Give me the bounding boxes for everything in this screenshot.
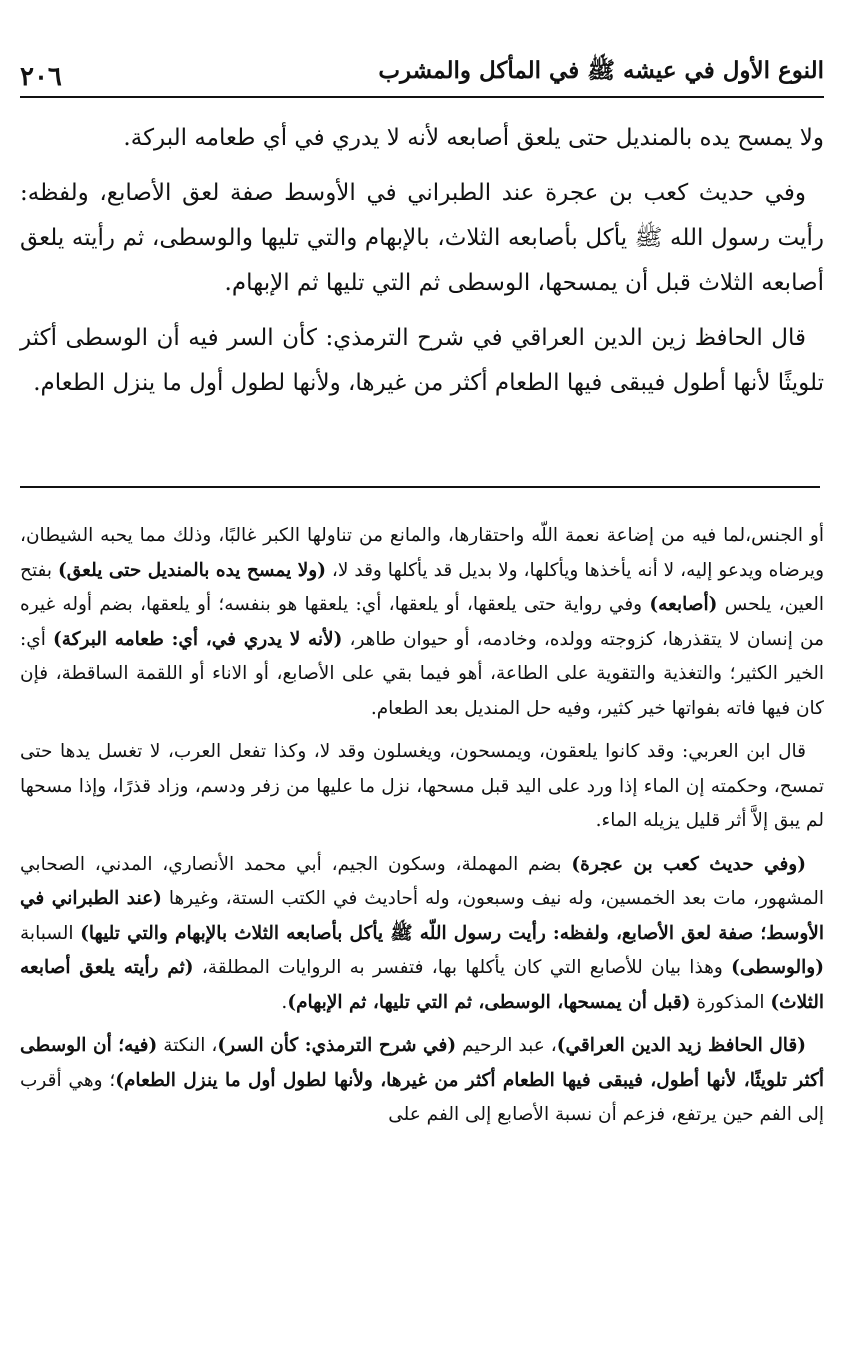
commentary-text-run: أي: الخير الكثير؛ والتغذية والتقوية على الطاعة، أهو فيما بقي على الأصابع، أو الاناء أو اللقمة الساقطة، فإن كان فيها فاته بفواتها خير كثير، وفيه حل المنديل بعد الطعام. — [20, 628, 824, 719]
quoted-phrase: (والوسطى) — [731, 957, 824, 978]
commentary-text-run: بفتح العين، يلحس — [20, 559, 824, 615]
commentary-text-run: المذكورة — [690, 991, 771, 1013]
commentary-paragraph — [20, 848, 824, 1021]
commentary-text-run: بضم المهملة، وسكون الجيم، أبي محمد الأنصاري، المدني، الصحابي المشهور، مات بعد الخمسين، وله نيف وسبعون، وله أحاديث في الكتب الستة، وغيرها — [20, 853, 824, 909]
main-paragraph: قال الحافظ زين الدين العراقي في شرح الترمذي: كأن السر فيه أن الوسطى أكثر تلويثًا لأنها أطول فيبقى فيها الطعام أكثر من غيرها، ولأنها لطول أول ما ينزل الطعام. — [20, 325, 824, 396]
quoted-phrase: (ولا يمسح يده بالمنديل حتى يلعق) — [57, 559, 326, 581]
commentary-text-run: ، عبد الرحيم — [456, 1035, 557, 1056]
quoted-phrase: (لأنه لا يدري في، أي: طعامه البركة) — [53, 628, 343, 650]
commentary-paragraph: قال ابن العربي: وقد كانوا يلعقون، ويمسحون، ويغسلون وقد لا، وكذا تفعل العرب، لا تغسل يدها حتى تمسح، وحكمته إن الماء إذا ورد على اليد قبل مسحها، نزل ما عليها من زفر ودسم، وزاد قذرًا، وإذا مسحها لم يبق إلاَّ أثر قليل يزيله الماء. — [20, 741, 824, 831]
quoted-phrase: (وفي حديث كعب بن عجرة) — [571, 853, 806, 875]
section-divider — [20, 486, 820, 488]
main-text — [20, 116, 824, 416]
commentary-paragraph — [20, 519, 824, 726]
quoted-phrase: (في شرح الترمذي: كأن السر) — [217, 1035, 457, 1056]
commentary-text — [20, 519, 824, 1142]
quoted-phrase: (قبل أن يمسحها، الوسطى، ثم التي تليها، ثم الإبهام) — [287, 991, 691, 1013]
quoted-phrase: (قال الحافظ زيد الدين العراقي) — [556, 1035, 807, 1056]
page-number: ٢٠٦ — [20, 62, 62, 92]
commentary-text-run: السبابة — [20, 922, 81, 944]
main-paragraph: وفي حديث كعب بن عجرة عند الطبراني في الأوسط صفة لعق الأصابع، ولفظه: رأيت رسول الله ﷺ يأكل بأصابعه الثلاث، بالإبهام والتي تليها والوسطى، ثم رأيته يلعق أصابعه الثلاث قبل أن يمسحها، الوسطى ثم التي تليها ثم الإبهام. — [20, 180, 824, 296]
page-header — [20, 52, 824, 98]
commentary-text-run: وفي رواية حتى يلعقها، أو يلعقها، أي: يلعقها هو بنفسه؛ أو يلعقها، بضم أوله غيره من إنسان لا يتقذرها، كزوجته وولده، وخادمه، أو حيوان طاهر، — [20, 594, 825, 650]
commentary-text-run: أو الجنس،لما فيه من إضاعة نعمة اللّه واحتقارها، والمانع من تناولها الكبر غالبًا، وذلك مما يحبه الشيطان، ويرضاه ويدعو إليه، لا أنه يأخذها ويأكلها، ولا بديل قد يأكلها وقد لا، — [20, 525, 825, 581]
quoted-phrase: (ثم رأيته يلعق أصابعه الثلاث) — [20, 957, 824, 1013]
commentary-text-run: . — [281, 991, 288, 1013]
running-title: النوع الأول في عيشه ﷺ في المأكل والمشرب — [378, 57, 824, 84]
commentary-paragraph — [20, 1029, 824, 1133]
quoted-phrase: (عند الطبراني في الأوسط؛ صفة لعق الأصابع، ولفظه: رأيت رسول اللّه ﷺ يأكل بأصابعه الثلاث بالإبهام والتي تليها) — [20, 888, 824, 944]
commentary-text-run: ، النكتة — [157, 1035, 218, 1056]
main-paragraph: ولا يمسح يده بالمنديل حتى يلعق أصابعه لأنه لا يدري في أي طعامه البركة. — [123, 125, 824, 151]
commentary-text-run: ؛ وهي أقرب إلى الفم حين يرتفع، فزعم أن نسبة الأصابع إلى الفم على — [20, 1069, 824, 1125]
commentary-text-run: وهذا بيان للأصابع التي كان يأكلها بها، فتفسر به الروايات المطلقة، — [193, 957, 732, 978]
quoted-phrase: (فيه؛ أن الوسطى أكثر تلويثًا، لأنها أطول، فيبقى فيها الطعام أكثر من غيرها، ولأنها لطول أول ما ينزل الطعام) — [20, 1035, 825, 1091]
quoted-phrase: (أصابعه) — [649, 594, 718, 615]
